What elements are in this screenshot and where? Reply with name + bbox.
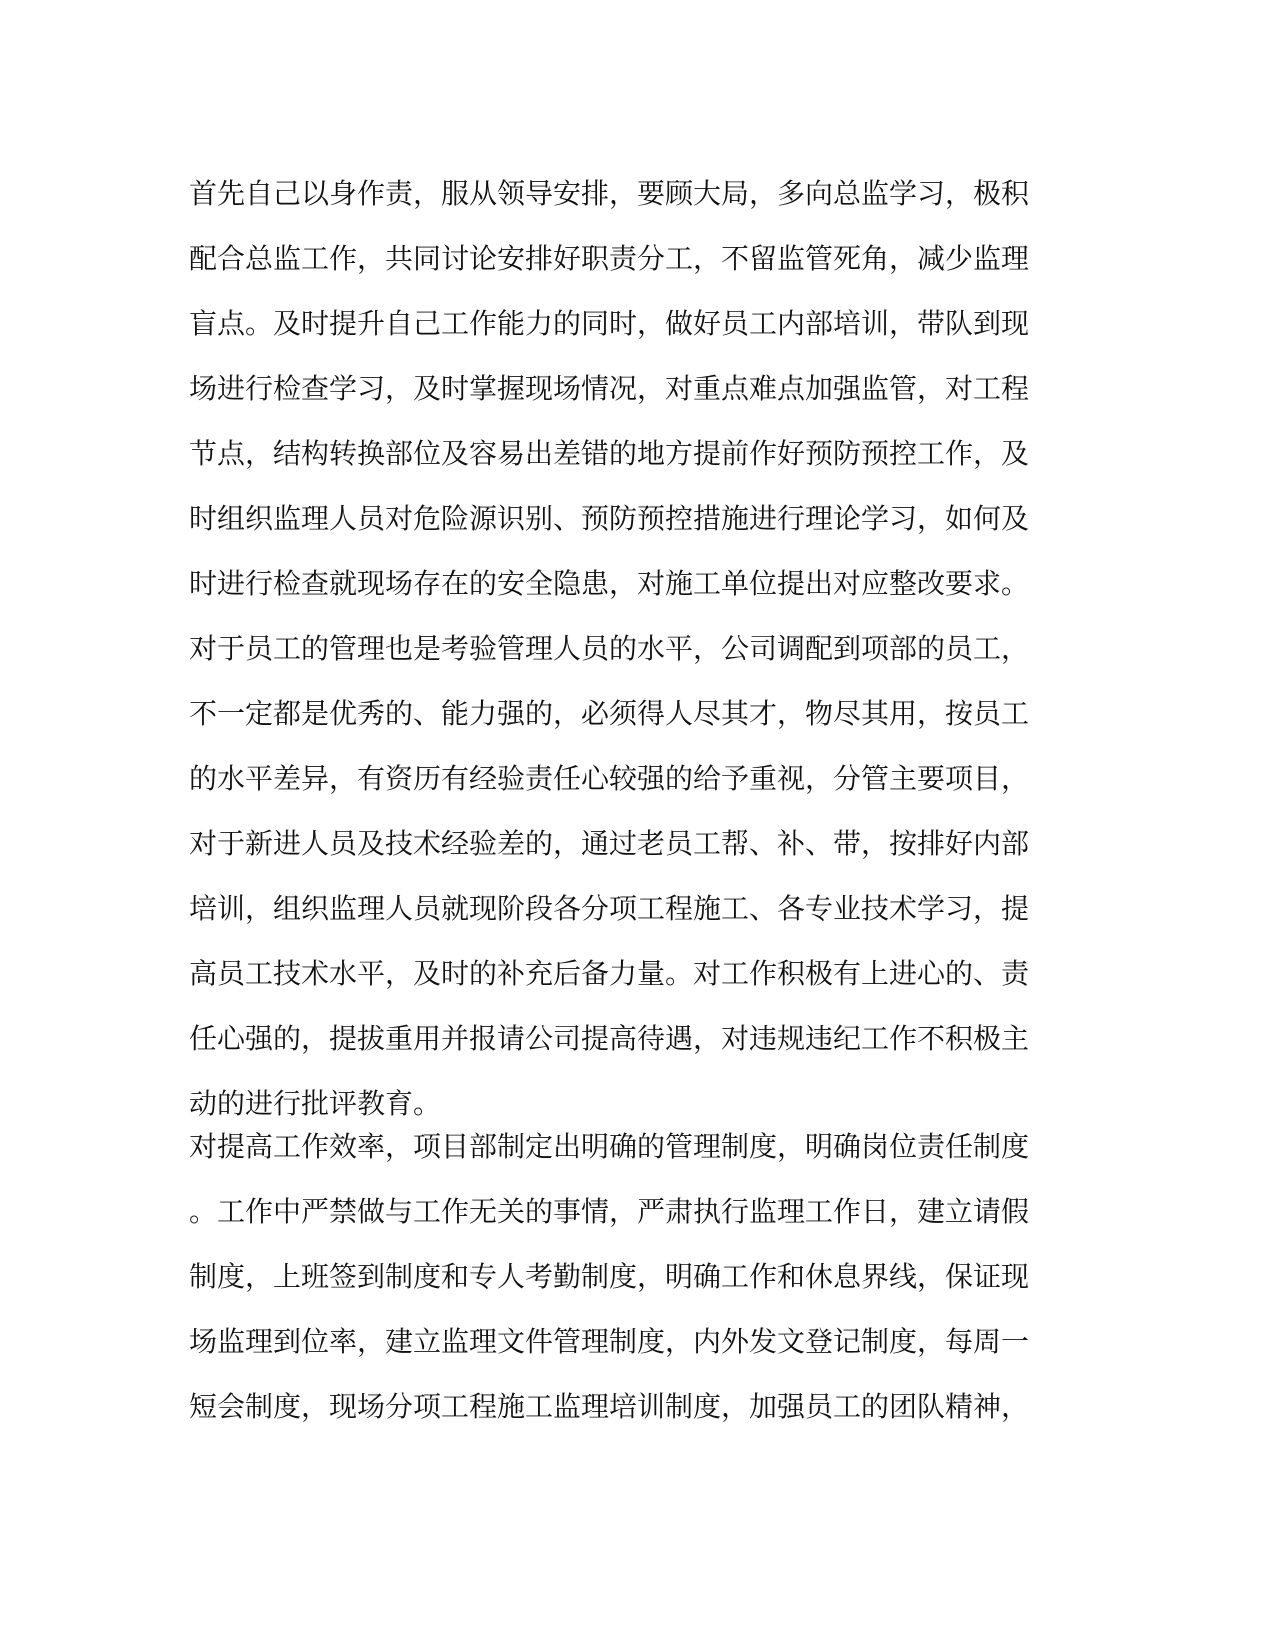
- text-line: 。工作中严禁做与工作无关的事情，严肃执行监理工作日，建立请假: [189, 1195, 1030, 1228]
- text-line: 配合总监工作，共同讨论安排好职责分工，不留监管死角，减少监理: [189, 242, 1030, 275]
- text-line: 制度，上班签到制度和专人考勤制度，明确工作和休息界线，保证现: [189, 1260, 1030, 1293]
- text-line: 任心强的，提拔重用并报请公司提高待遇，对违规违纪工作不积极主: [189, 1022, 1030, 1055]
- text-line: 的水平差异，有资历有经验责任心较强的给予重视，分管主要项目，: [189, 762, 1030, 795]
- text-line: 高员工技术水平，及时的补充后备力量。对工作积极有上进心的、责: [189, 957, 1030, 990]
- text-line: 场监理到位率，建立监理文件管理制度，内外发文登记制度，每周一: [189, 1325, 1030, 1358]
- text-line: 时进行检查就现场存在的安全隐患，对施工单位提出对应整改要求。: [189, 567, 1030, 600]
- text-line: 对于员工的管理也是考验管理人员的水平，公司调配到项部的员工，: [189, 632, 1030, 665]
- text-line: 场进行检查学习，及时掌握现场情况，对重点难点加强监管，对工程: [189, 372, 1030, 405]
- paragraph-1: [189, 161, 1069, 1136]
- text-line: 节点，结构转换部位及容易出差错的地方提前作好预防预控工作，及: [189, 437, 1030, 470]
- text-line: 不一定都是优秀的、能力强的，必须得人尽其才，物尽其用，按员工: [189, 697, 1030, 730]
- text-line: 时组织监理人员对危险源识别、预防预控措施进行理论学习，如何及: [189, 502, 1030, 535]
- text-line: 短会制度，现场分项工程施工监理培训制度，加强员工的团队精神，: [189, 1390, 1030, 1423]
- text-line: 培训，组织监理人员就现阶段各分项工程施工、各专业技术学习，提: [189, 892, 1030, 925]
- text-line: 盲点。及时提升自己工作能力的同时，做好员工内部培训，带队到现: [189, 307, 1030, 340]
- text-line: 首先自己以身作责，服从领导安排，要顾大局，多向总监学习，极积: [189, 177, 1030, 210]
- text-line: 对于新进人员及技术经验差的，通过老员工帮、补、带，按排好内部: [189, 827, 1030, 860]
- text-line: 对提高工作效率，项目部制定出明确的管理制度，明确岗位责任制度: [189, 1130, 1030, 1163]
- paragraph-2: [189, 1114, 1069, 1439]
- text-line: 动的进行批评教育。: [189, 1087, 442, 1120]
